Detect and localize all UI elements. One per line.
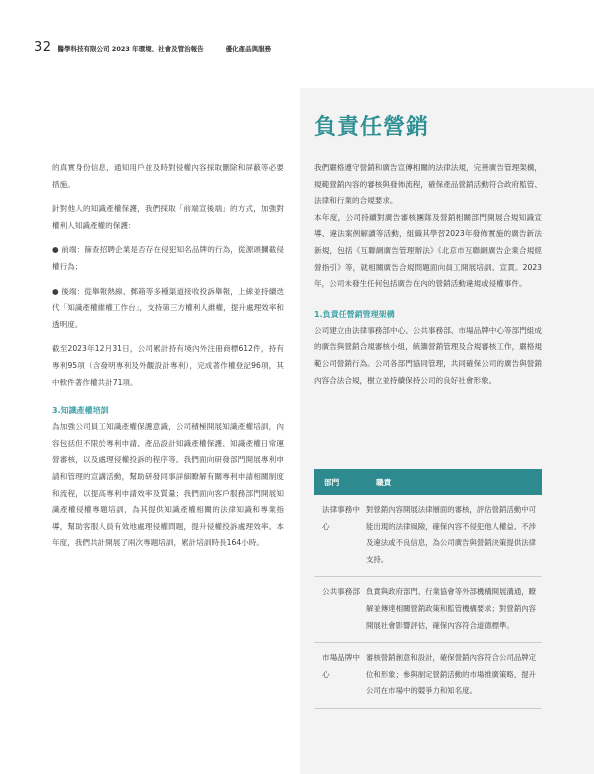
table-cell-department: 市場品牌中心 bbox=[322, 653, 360, 679]
section-title: 優化產品與服務 bbox=[225, 45, 272, 53]
right-paragraph-1: 我們嚴格遵守營銷和廣告宣傳相關的法律法規，完善廣告管理架構，規範營銷內容的審核與發佈流程，確保產品營銷活動符合政府監管、法律和行業的合規要求。 bbox=[314, 163, 542, 206]
left-column bbox=[52, 160, 284, 552]
subheading-ip-training: 3.知識產權培訓 bbox=[52, 406, 109, 416]
table-header-department: 部門 bbox=[324, 477, 340, 487]
right-paragraph-2: 本年度，公司持續對廣告審核團隊及營銷相關部門開展合規知識宣導、違法案例解讀等活動，組織其學習2023年發佈實施的廣告新法新規，包括《互聯網廣告管理辦法》《北京市互聯網廣告企業合規經營指引》等，就相關廣告合規問題面向員工開展培訓、宣貫。2023年，公司未發生任何包括廣告在內的營銷活動違規或侵權事件。 bbox=[314, 212, 542, 289]
left-paragraph-training: 為加強公司員工知識產權保護意識，公司積極開展知識產權培訓，內容包括但不限於專利申請、產品設計知識產權保護、知識產權日常運營審核，以及處理侵權投訴的程序等。我們面向研發部門開展專利申請和管理的宣講活動，幫助研發同事詳細瞭解有關專利申請相關制度和流程，以提高專利申請效率及質量；我們面向客戶服務部門開展知識產權侵權專題培訓，為其提供知識產權相關的法律知識和專業指導，幫助客服人員有效地處理侵權問題，提升侵權投訴處理效率。本年度，我們共計開展了兩次專題培訓，累計培訓時長164小時。 bbox=[52, 422, 284, 548]
table-cell-department: 公共事務部 bbox=[322, 587, 360, 597]
left-paragraph-1: 的真實身份信息，通知用戶並及時對侵權內容採取刪除和屏蔽等必要措施。 bbox=[52, 163, 284, 189]
table-cell-duty: 審核營銷創意和設計，確保營銷內容符合公司品牌定位和形象；參與制定營銷活動的市場推廣策略，提升公司在市場中的競爭力和知名度。 bbox=[366, 653, 536, 696]
page-number: 32 bbox=[34, 40, 52, 55]
subheading-marketing-structure: 1.負責任營銷管理架構 bbox=[314, 309, 395, 319]
responsibility-table bbox=[314, 469, 542, 709]
table-header bbox=[314, 469, 542, 495]
left-paragraph-ip-stats: 截至2023年12月31日，公司累計持有境內外注冊商標612件，持有專利95項（含發明專利及外觀設計專利），完成著作權登記96項，其中軟件著作權共計71項。 bbox=[52, 344, 284, 387]
table-cell-department: 法律事務中心 bbox=[322, 505, 360, 531]
header bbox=[34, 40, 271, 58]
table-cell-duty: 負責與政府部門、行業協會等外部機構開展溝通，瞭解並傳達相關營銷政策和監管機構要求；對營銷內容開展社會影響評估，確保內容符合道德標準。 bbox=[366, 587, 536, 630]
left-paragraph-2: 針對他人的知識產權保護，我們採取「前端宣後端」的方式，加強對權利人知識產權的保護： bbox=[52, 204, 284, 230]
table-cell-duty: 對營銷內容開展法律層面的審核，評估營銷活動中可能出現的法律風險，確保內容不侵犯他人權益、不涉及違法或不良信息，為公司廣告與營銷決策提供法律支持。 bbox=[366, 505, 536, 564]
bullet-front-end: ● 前端：篩查招聘企業是否存在侵犯知名品牌的行為，從源頭攔截侵權行為； bbox=[52, 245, 284, 271]
page-title: 負責任營銷 bbox=[314, 115, 430, 140]
table-row bbox=[314, 495, 542, 577]
report-title: 醫學科技有限公司 2023 年環境、社會及管治報告 bbox=[57, 45, 204, 53]
table-row bbox=[314, 643, 542, 709]
bullet-back-end: ● 後端：從舉報熱線、郵箱等多種渠道接收投訴舉報，上線並持續迭代「知識產權維權工作台」，支持第三方權利人維權，提升處理效率和透明度。 bbox=[52, 286, 284, 329]
table-row bbox=[314, 577, 542, 643]
table-header-duty: 職責 bbox=[376, 477, 392, 487]
right-paragraph-3: 公司建立由法律事務部中心、公共事務部、市場品牌中心等部門組成的廣告與營銷合規審核小組，統籌營銷管理及合規審核工作，嚴格規範公司營銷行為。公司各部門協同管理，共同確保公司的廣告與營銷內容合法合規，樹立並持續保持公司的良好社會形象。 bbox=[314, 325, 542, 385]
right-column bbox=[314, 160, 542, 389]
